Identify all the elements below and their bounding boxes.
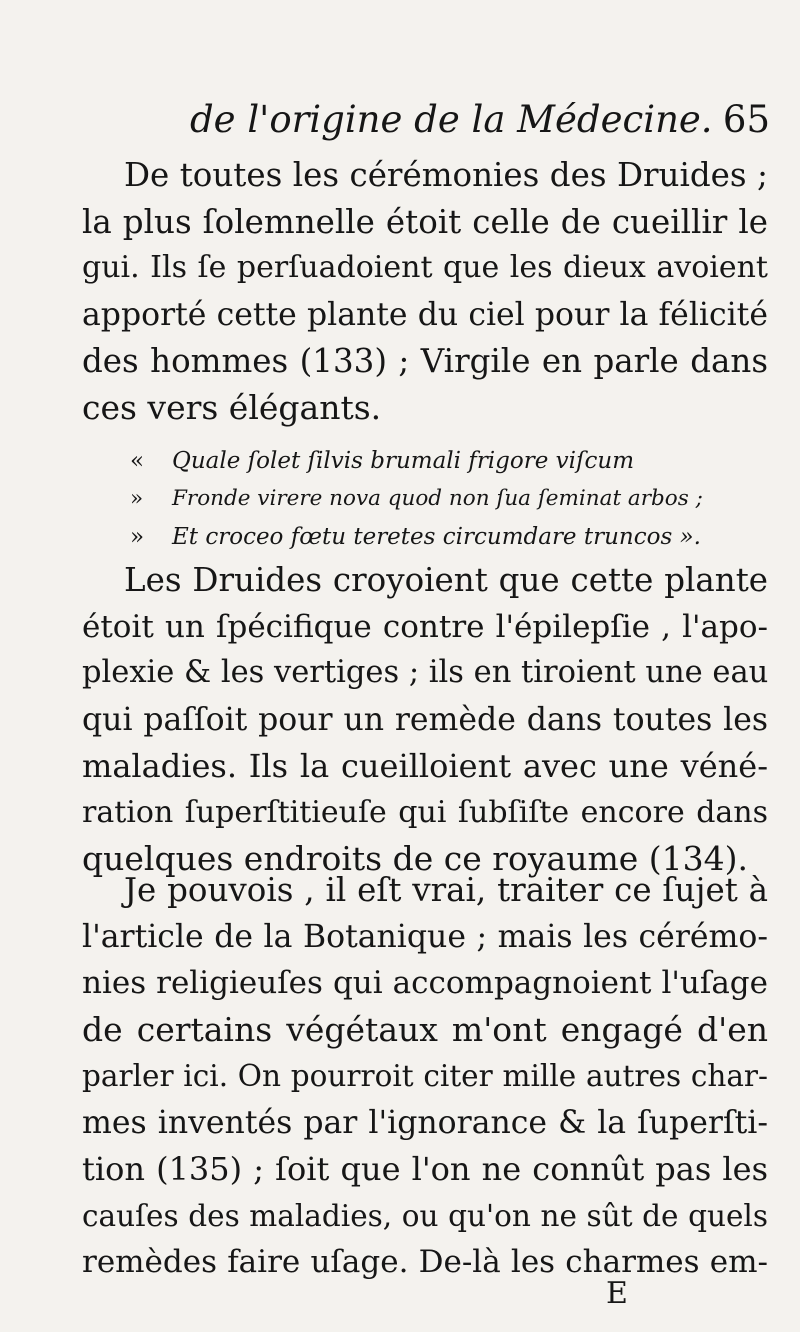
- text-line: Les Druides croyoient que cette plante: [124, 561, 768, 599]
- running-header: [190, 98, 770, 142]
- paragraph-1: [82, 152, 768, 431]
- paragraph-2: [82, 557, 768, 883]
- quote-text: Quale ſolet ſilvis brumali frigore viſcum: [172, 448, 635, 474]
- quote-mark: »: [130, 524, 145, 550]
- text-line: des hommes (133) ; Virgile en parle dans: [82, 342, 768, 380]
- text-line: parler ici. On pourroit citer mille autres char-: [82, 1059, 768, 1093]
- text-line: maladies. Ils la cueilloient avec une véné-: [82, 747, 768, 785]
- quote-line: [130, 480, 710, 518]
- text-line: plexie & les vertiges ; ils en tiroient une eau: [82, 655, 769, 690]
- quote-mark: «: [130, 448, 145, 474]
- page-number: 65: [722, 98, 770, 141]
- text-line: apporté cette plante du ciel pour la félicité: [82, 296, 768, 333]
- text-line: ration ſuperſtitieuſe qui ſubſiſte encore dans: [82, 794, 768, 830]
- quote-line: [130, 518, 710, 556]
- text-line: ces vers élégants.: [82, 387, 382, 427]
- text-line: la plus ſolemnelle étoit celle de cueillir le: [82, 202, 768, 241]
- quote-line: [130, 442, 710, 480]
- quote-mark: »: [130, 486, 144, 511]
- text-line: qui paſſoit pour un remède dans toutes les: [82, 701, 768, 738]
- quote-text: Fronde virere nova quod non ſua ſeminat arbos ;: [172, 486, 703, 511]
- quote-text: Et croceo fœtu teretes circumdare truncos ».: [172, 524, 701, 550]
- text-line: remèdes faire uſage. De-là les charmes em-: [82, 1244, 768, 1280]
- latin-quotation: [130, 442, 710, 556]
- text-line: Je pouvois , il eſt vrai, traiter ce ſujet à: [124, 871, 768, 909]
- paragraph-3: [82, 867, 768, 1286]
- text-line: cauſes des maladies, ou qu'on ne sût de quels: [82, 1198, 768, 1233]
- text-line: gui. Ils ſe perſuadoient que les dieux avoient: [82, 250, 768, 285]
- text-line: tion (135) ; ſoit que l'on ne connût pas les: [82, 1150, 768, 1188]
- signature-mark: E: [606, 1276, 628, 1311]
- text-line: mes inventés par l'ignorance & la ſuperſti-: [82, 1104, 768, 1141]
- running-title: de l'origine de la Médecine.: [190, 98, 713, 141]
- text-line: étoit un ſpécifique contre l'épilepſie , l'apo-: [82, 608, 768, 645]
- text-line: l'article de la Botanique ; mais les cérémo-: [82, 918, 768, 955]
- text-line: nies religieuſes qui accompagnoient l'uſage: [82, 965, 768, 1001]
- text-line: De toutes les cérémonies des Druides ;: [124, 156, 768, 194]
- text-line: de certains végétaux m'ont engagé d'en: [82, 1009, 768, 1049]
- text-line: quelques endroits de ce royaume (134).: [82, 839, 748, 878]
